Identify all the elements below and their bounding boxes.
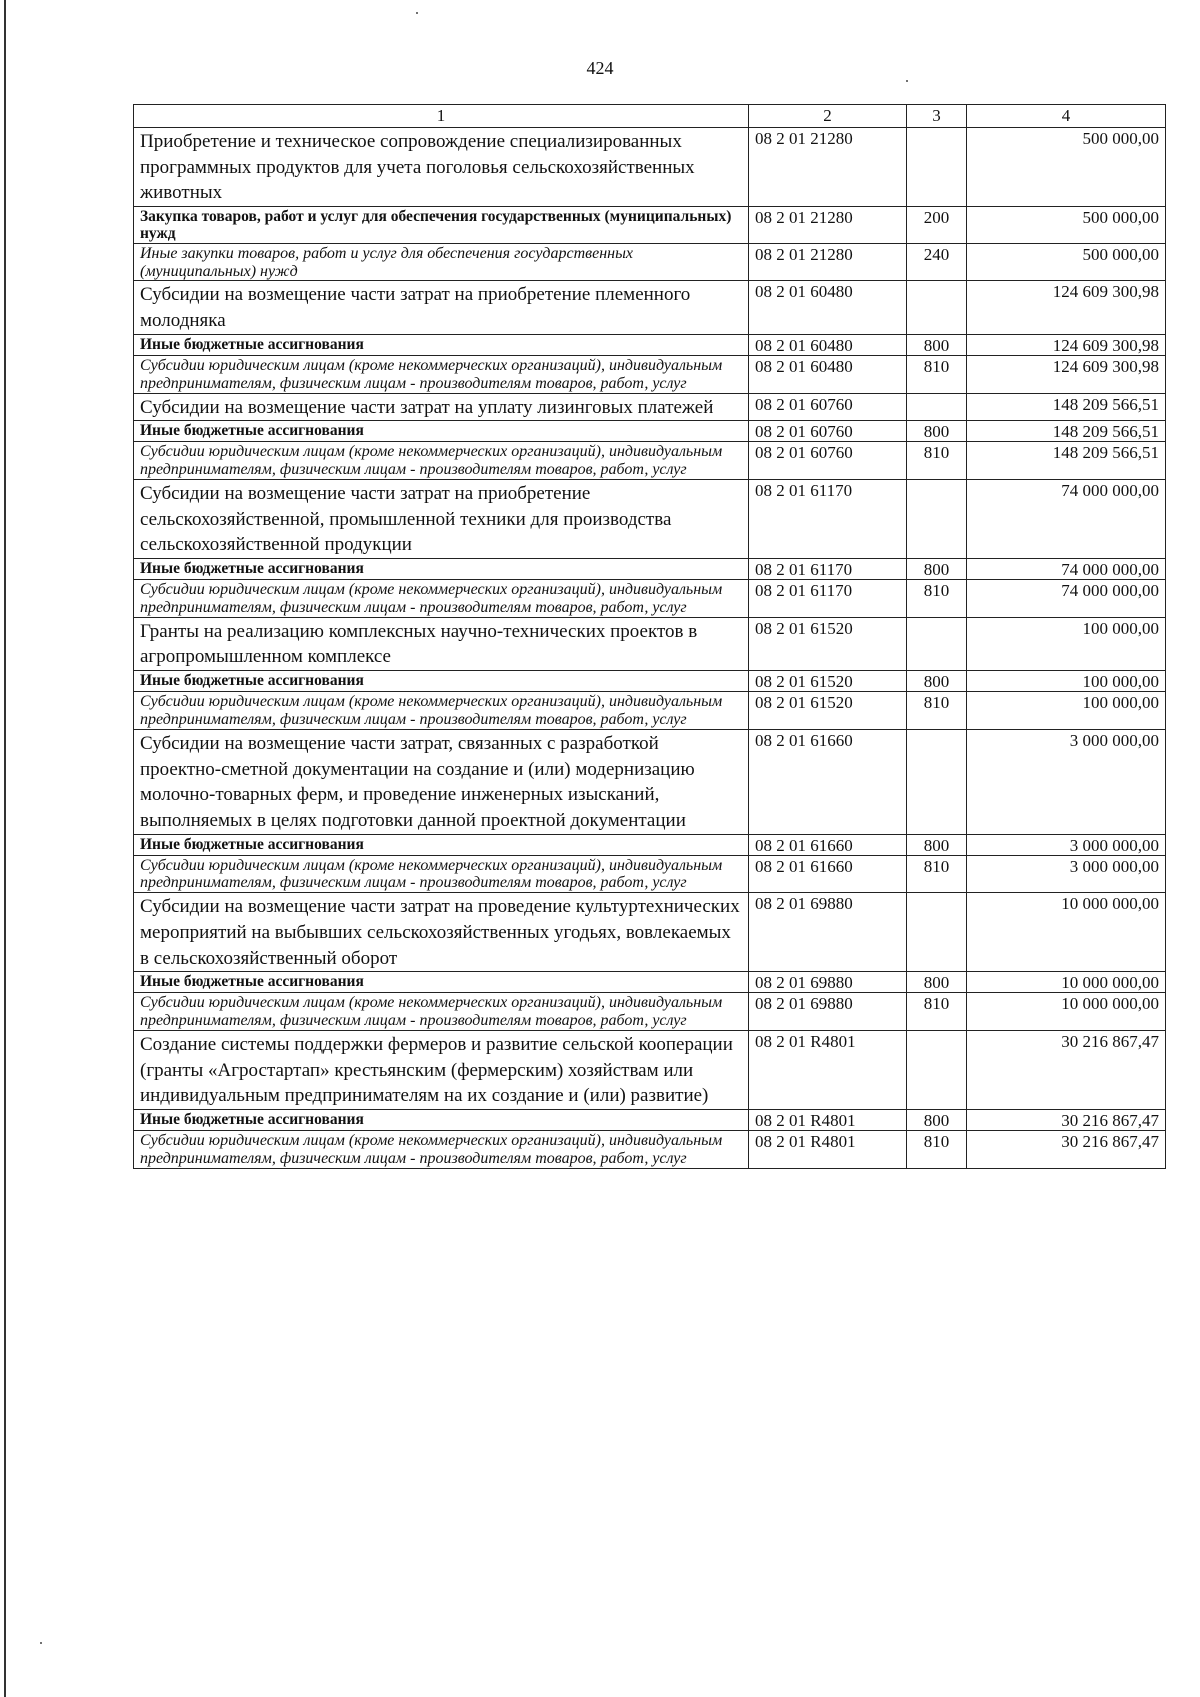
row-amount-cell: 10 000 000,00 xyxy=(967,993,1166,1031)
row-kvr-cell: 810 xyxy=(907,855,967,893)
table-row xyxy=(134,692,1166,730)
row-code-cell: 08 2 01 69880 xyxy=(749,972,907,993)
table-row xyxy=(134,834,1166,855)
row-name-cell: Субсидии на возмещение части затрат на уплату лизинговых платежей xyxy=(134,393,749,421)
table-row xyxy=(134,1110,1166,1131)
table-row xyxy=(134,334,1166,355)
row-code-cell: 08 2 01 61520 xyxy=(749,671,907,692)
row-code-cell: 08 2 01 60480 xyxy=(749,334,907,355)
row-name-cell: Субсидии юридическим лицам (кроме некоммерческих организаций), индивидуальным предпринимателям, физическим лицам - производителям товаров, работ, услуг xyxy=(134,1131,749,1169)
row-kvr-cell: 810 xyxy=(907,993,967,1031)
row-amount-cell: 500 000,00 xyxy=(967,243,1166,281)
row-code-cell: 08 2 01 R4801 xyxy=(749,1031,907,1110)
row-code-cell: 08 2 01 60480 xyxy=(749,281,907,334)
row-kvr-cell: 800 xyxy=(907,558,967,579)
column-header: 1 xyxy=(134,105,749,128)
row-code-cell: 08 2 01 R4801 xyxy=(749,1131,907,1169)
row-name-cell: Иные бюджетные ассигнования xyxy=(134,1110,749,1131)
row-name-cell: Создание системы поддержки фермеров и развитие сельской кооперации (гранты «Агростартап» крестьянским (фермерским) хозяйствам или индивидуальным предпринимателям на их создание и (или) развитие) xyxy=(134,1031,749,1110)
row-amount-cell: 3 000 000,00 xyxy=(967,855,1166,893)
row-code-cell: 08 2 01 69880 xyxy=(749,893,907,972)
row-name-cell: Субсидии юридическим лицам (кроме некоммерческих организаций), индивидуальным предпринимателям, физическим лицам - производителям товаров, работ, услуг xyxy=(134,692,749,730)
row-code-cell: 08 2 01 61520 xyxy=(749,692,907,730)
row-kvr-cell: 800 xyxy=(907,421,967,442)
table-row xyxy=(134,480,1166,559)
page-number: 424 xyxy=(586,58,614,78)
row-amount-cell: 148 209 566,51 xyxy=(967,421,1166,442)
budget-table xyxy=(133,104,1166,1169)
row-code-cell: 08 2 01 61170 xyxy=(749,558,907,579)
column-header: 3 xyxy=(907,105,967,128)
table-row xyxy=(134,1031,1166,1110)
row-name-cell: Субсидии юридическим лицам (кроме некоммерческих организаций), индивидуальным предпринимателям, физическим лицам - производителям товаров, работ, услуг xyxy=(134,355,749,393)
row-amount-cell: 10 000 000,00 xyxy=(967,972,1166,993)
row-kvr-cell: 810 xyxy=(907,1131,967,1169)
row-amount-cell: 30 216 867,47 xyxy=(967,1110,1166,1131)
row-amount-cell: 124 609 300,98 xyxy=(967,334,1166,355)
row-amount-cell: 74 000 000,00 xyxy=(967,480,1166,559)
row-name-cell: Иные бюджетные ассигнования xyxy=(134,834,749,855)
row-name-cell: Субсидии на возмещение части затрат на приобретение сельскохозяйственной, промышленной техники для производства сельскохозяйственной продукции xyxy=(134,480,749,559)
row-amount-cell: 10 000 000,00 xyxy=(967,893,1166,972)
row-amount-cell: 124 609 300,98 xyxy=(967,281,1166,334)
row-kvr-cell: 810 xyxy=(907,692,967,730)
row-name-cell: Субсидии на возмещение части затрат на приобретение племенного молодняка xyxy=(134,281,749,334)
table-row xyxy=(134,1131,1166,1169)
row-code-cell: 08 2 01 61660 xyxy=(749,855,907,893)
scan-speck xyxy=(416,12,418,14)
row-kvr-cell xyxy=(907,729,967,834)
row-name-cell: Субсидии юридическим лицам (кроме некоммерческих организаций), индивидуальным предпринимателям, физическим лицам - производителям товаров, работ, услуг xyxy=(134,855,749,893)
row-amount-cell: 124 609 300,98 xyxy=(967,355,1166,393)
row-kvr-cell xyxy=(907,893,967,972)
row-code-cell: 08 2 01 60480 xyxy=(749,355,907,393)
table-row xyxy=(134,206,1166,243)
row-code-cell: 08 2 01 21280 xyxy=(749,128,907,207)
table-row xyxy=(134,442,1166,480)
table-row xyxy=(134,128,1166,207)
table-row xyxy=(134,972,1166,993)
row-amount-cell: 100 000,00 xyxy=(967,671,1166,692)
row-amount-cell: 30 216 867,47 xyxy=(967,1031,1166,1110)
row-amount-cell: 3 000 000,00 xyxy=(967,729,1166,834)
row-name-cell: Иные бюджетные ассигнования xyxy=(134,558,749,579)
row-kvr-cell: 800 xyxy=(907,671,967,692)
scan-speck xyxy=(40,1642,42,1644)
row-kvr-cell: 800 xyxy=(907,834,967,855)
row-name-cell: Субсидии юридическим лицам (кроме некоммерческих организаций), индивидуальным предпринимателям, физическим лицам - производителям товаров, работ, услуг xyxy=(134,993,749,1031)
row-code-cell: 08 2 01 61170 xyxy=(749,580,907,618)
row-name-cell: Приобретение и техническое сопровождение специализированных программных продуктов для учета поголовья сельскохозяйственных животных xyxy=(134,128,749,207)
table-row xyxy=(134,558,1166,579)
row-amount-cell: 500 000,00 xyxy=(967,206,1166,243)
row-code-cell: 08 2 01 R4801 xyxy=(749,1110,907,1131)
row-kvr-cell: 810 xyxy=(907,355,967,393)
row-code-cell: 08 2 01 21280 xyxy=(749,243,907,281)
table-row xyxy=(134,421,1166,442)
table-row xyxy=(134,729,1166,834)
row-kvr-cell xyxy=(907,393,967,421)
row-code-cell: 08 2 01 61170 xyxy=(749,480,907,559)
row-name-cell: Субсидии юридическим лицам (кроме некоммерческих организаций), индивидуальным предпринимателям, физическим лицам - производителям товаров, работ, услуг xyxy=(134,580,749,618)
row-amount-cell: 74 000 000,00 xyxy=(967,580,1166,618)
row-name-cell: Иные бюджетные ассигнования xyxy=(134,972,749,993)
row-amount-cell: 148 209 566,51 xyxy=(967,393,1166,421)
row-kvr-cell: 800 xyxy=(907,1110,967,1131)
row-kvr-cell: 240 xyxy=(907,243,967,281)
row-kvr-cell: 800 xyxy=(907,334,967,355)
table-row xyxy=(134,893,1166,972)
table-row xyxy=(134,671,1166,692)
row-kvr-cell: 200 xyxy=(907,206,967,243)
row-kvr-cell xyxy=(907,617,967,670)
table-row xyxy=(134,580,1166,618)
table-row xyxy=(134,855,1166,893)
row-code-cell: 08 2 01 61520 xyxy=(749,617,907,670)
row-name-cell: Иные бюджетные ассигнования xyxy=(134,671,749,692)
scan-speck xyxy=(906,80,908,82)
row-code-cell: 08 2 01 60760 xyxy=(749,442,907,480)
row-name-cell: Закупка товаров, работ и услуг для обеспечения государственных (муниципальных) нужд xyxy=(134,206,749,243)
row-name-cell: Субсидии на возмещение части затрат, связанных с разработкой проектно-сметной документации на создание и (или) модернизацию молочно-товарных ферм, и проведение инженерных изысканий, выполняемых в целях подготовки данной проектной документации xyxy=(134,729,749,834)
row-kvr-cell xyxy=(907,128,967,207)
column-header: 2 xyxy=(749,105,907,128)
row-code-cell: 08 2 01 69880 xyxy=(749,993,907,1031)
row-name-cell: Иные бюджетные ассигнования xyxy=(134,334,749,355)
row-code-cell: 08 2 01 61660 xyxy=(749,834,907,855)
row-code-cell: 08 2 01 61660 xyxy=(749,729,907,834)
row-name-cell: Иные бюджетные ассигнования xyxy=(134,421,749,442)
table-row xyxy=(134,281,1166,334)
row-name-cell: Субсидии юридическим лицам (кроме некоммерческих организаций), индивидуальным предпринимателям, физическим лицам - производителям товаров, работ, услуг xyxy=(134,442,749,480)
table-row xyxy=(134,617,1166,670)
row-name-cell: Иные закупки товаров, работ и услуг для обеспечения государственных (муниципальных) нужд xyxy=(134,243,749,281)
row-code-cell: 08 2 01 21280 xyxy=(749,206,907,243)
row-amount-cell: 500 000,00 xyxy=(967,128,1166,207)
row-name-cell: Субсидии на возмещение части затрат на проведение культуртехнических мероприятий на выбывших сельскохозяйственных угодьях, вовлекаемых в сельскохозяйственный оборот xyxy=(134,893,749,972)
row-kvr-cell xyxy=(907,281,967,334)
row-kvr-cell xyxy=(907,480,967,559)
table-row xyxy=(134,993,1166,1031)
table-header-row xyxy=(134,105,1166,128)
row-amount-cell: 30 216 867,47 xyxy=(967,1131,1166,1169)
table-row xyxy=(134,243,1166,281)
row-kvr-cell: 810 xyxy=(907,442,967,480)
row-amount-cell: 148 209 566,51 xyxy=(967,442,1166,480)
row-amount-cell: 100 000,00 xyxy=(967,692,1166,730)
row-kvr-cell xyxy=(907,1031,967,1110)
table-row xyxy=(134,355,1166,393)
row-amount-cell: 100 000,00 xyxy=(967,617,1166,670)
table-row xyxy=(134,393,1166,421)
row-code-cell: 08 2 01 60760 xyxy=(749,421,907,442)
row-amount-cell: 74 000 000,00 xyxy=(967,558,1166,579)
row-amount-cell: 3 000 000,00 xyxy=(967,834,1166,855)
scan-edge-line xyxy=(4,0,6,1697)
row-kvr-cell: 800 xyxy=(907,972,967,993)
row-code-cell: 08 2 01 60760 xyxy=(749,393,907,421)
row-kvr-cell: 810 xyxy=(907,580,967,618)
row-name-cell: Гранты на реализацию комплексных научно-технических проектов в агропромышленном комплексе xyxy=(134,617,749,670)
column-header: 4 xyxy=(967,105,1166,128)
